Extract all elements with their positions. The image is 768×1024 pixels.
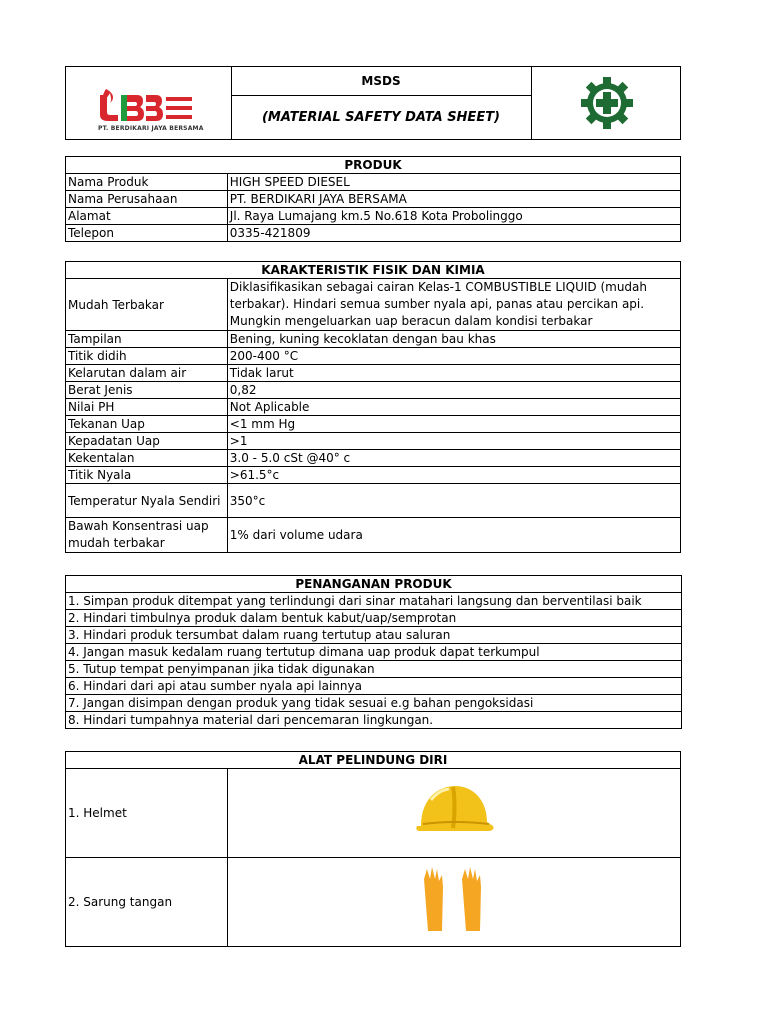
list-item <box>66 627 682 644</box>
table-row <box>66 416 681 433</box>
table-row <box>66 484 681 518</box>
apd-label: 2. Sarung tangan <box>66 858 228 947</box>
produk-table <box>65 156 681 242</box>
karakteristik-value: 1% dari volume udara <box>227 518 680 553</box>
penanganan-item: 2. Hindari timbulnya produk dalam bentuk kabut/uap/semprotan <box>66 610 682 627</box>
safety-logo-cell <box>533 67 681 139</box>
list-item <box>66 678 682 695</box>
produk-value: 0335-421809 <box>227 225 680 242</box>
karakteristik-table <box>65 261 681 553</box>
karakteristik-value: Tidak larut <box>227 365 680 382</box>
table-row <box>66 769 681 858</box>
karakteristik-value: 0,82 <box>227 382 680 399</box>
penanganan-item: 3. Hindari produk tersumbat dalam ruang tertutup atau saluran <box>66 627 682 644</box>
table-row <box>66 467 681 484</box>
karakteristik-label: Kekentalan <box>66 450 228 467</box>
table-row <box>66 382 681 399</box>
table-row <box>66 191 681 208</box>
list-item <box>66 661 682 678</box>
table-row <box>66 518 681 553</box>
karakteristik-value: 3.0 - 5.0 cSt @40° c <box>227 450 680 467</box>
karakteristik-label: Titik didih <box>66 348 228 365</box>
list-item <box>66 593 682 610</box>
yellow-helmet-icon <box>409 776 499 848</box>
document-header <box>65 66 681 140</box>
produk-value: Jl. Raya Lumajang km.5 No.618 Kota Probolinggo <box>227 208 680 225</box>
apd-heading: ALAT PELINDUNG DIRI <box>66 752 681 769</box>
karakteristik-heading: KARAKTERISTIK FISIK DAN KIMIA <box>66 262 681 279</box>
penanganan-item: 7. Jangan disimpan dengan produk yang tidak sesuai e.g bahan pengoksidasi <box>66 695 682 712</box>
apd-label: 1. Helmet <box>66 769 228 858</box>
table-row <box>66 279 681 331</box>
table-row <box>66 174 681 191</box>
karakteristik-value: <1 mm Hg <box>227 416 680 433</box>
apd-image-cell <box>227 769 680 858</box>
karakteristik-value: >61.5°c <box>227 467 680 484</box>
karakteristik-label: Temperatur Nyala Sendiri <box>66 484 228 518</box>
karakteristik-label: Nilai PH <box>66 399 228 416</box>
produk-value: PT. BERDIKARI JAYA BERSAMA <box>227 191 680 208</box>
karakteristik-value: Diklasifikasikan sebagai cairan Kelas-1 COMBUSTIBLE LIQUID (mudah terbakar). Hindari semua sumber nyala api, panas atau percikan api. Mungkin mengeluarkan uap beracun dalam kondisi terbakar <box>227 279 680 331</box>
table-row <box>66 348 681 365</box>
karakteristik-label: Titik Nyala <box>66 467 228 484</box>
penanganan-item: 5. Tutup tempat penyimpanan jika tidak digunakan <box>66 661 682 678</box>
karakteristik-label: Berat Jenis <box>66 382 228 399</box>
produk-heading: PRODUK <box>66 157 681 174</box>
penanganan-item: 4. Jangan masuk kedalam ruang tertutup dimana uap produk dapat terkumpul <box>66 644 682 661</box>
list-item <box>66 644 682 661</box>
apd-table <box>65 751 681 947</box>
karakteristik-label: Mudah Terbakar <box>66 279 228 331</box>
produk-label: Nama Perusahaan <box>66 191 228 208</box>
apd-image-cell <box>227 858 680 947</box>
table-row <box>66 208 681 225</box>
karakteristik-label: Kepadatan Uap <box>66 433 228 450</box>
list-item <box>66 712 682 729</box>
penanganan-heading: PENANGANAN PRODUK <box>66 576 682 593</box>
table-row <box>66 858 681 947</box>
karakteristik-value: 200-400 °C <box>227 348 680 365</box>
karakteristik-value: Bening, kuning kecoklatan dengan bau khas <box>227 331 680 348</box>
yellow-gloves-icon <box>414 865 494 937</box>
penanganan-table <box>65 575 682 729</box>
produk-label: Alamat <box>66 208 228 225</box>
penanganan-item: 8. Hindari tumpahnya material dari pencemaran lingkungan. <box>66 712 682 729</box>
karakteristik-label: Kelarutan dalam air <box>66 365 228 382</box>
table-row <box>66 365 681 382</box>
penanganan-item: 6. Hindari dari api atau sumber nyala api lainnya <box>66 678 682 695</box>
document-subtitle: (MATERIAL SAFETY DATA SHEET) <box>261 110 501 125</box>
produk-label: Nama Produk <box>66 174 228 191</box>
produk-value: HIGH SPEED DIESEL <box>227 174 680 191</box>
title-cell <box>231 67 532 139</box>
karakteristik-value: >1 <box>227 433 680 450</box>
company-logo-text: PT. BERDIKARI JAYA BERSAMA <box>98 125 204 132</box>
karakteristik-label: Bawah Konsentrasi uap mudah terbakar <box>66 518 228 553</box>
table-row <box>66 450 681 467</box>
document-title: MSDS <box>231 67 531 96</box>
list-item <box>66 695 682 712</box>
penanganan-item: 1. Simpan produk ditempat yang terlindungi dari sinar matahari langsung dan berventilasi baik <box>66 593 682 610</box>
list-item <box>66 610 682 627</box>
karakteristik-value: 350°c <box>227 484 680 518</box>
safety-gear-cross-icon <box>579 75 635 131</box>
table-row <box>66 433 681 450</box>
table-row <box>66 399 681 416</box>
karakteristik-label: Tampilan <box>66 331 228 348</box>
karakteristik-label: Tekanan Uap <box>66 416 228 433</box>
karakteristik-value: Not Aplicable <box>227 399 680 416</box>
company-logo-cell <box>66 67 232 139</box>
table-row <box>66 225 681 242</box>
produk-label: Telepon <box>66 225 228 242</box>
table-row <box>66 331 681 348</box>
